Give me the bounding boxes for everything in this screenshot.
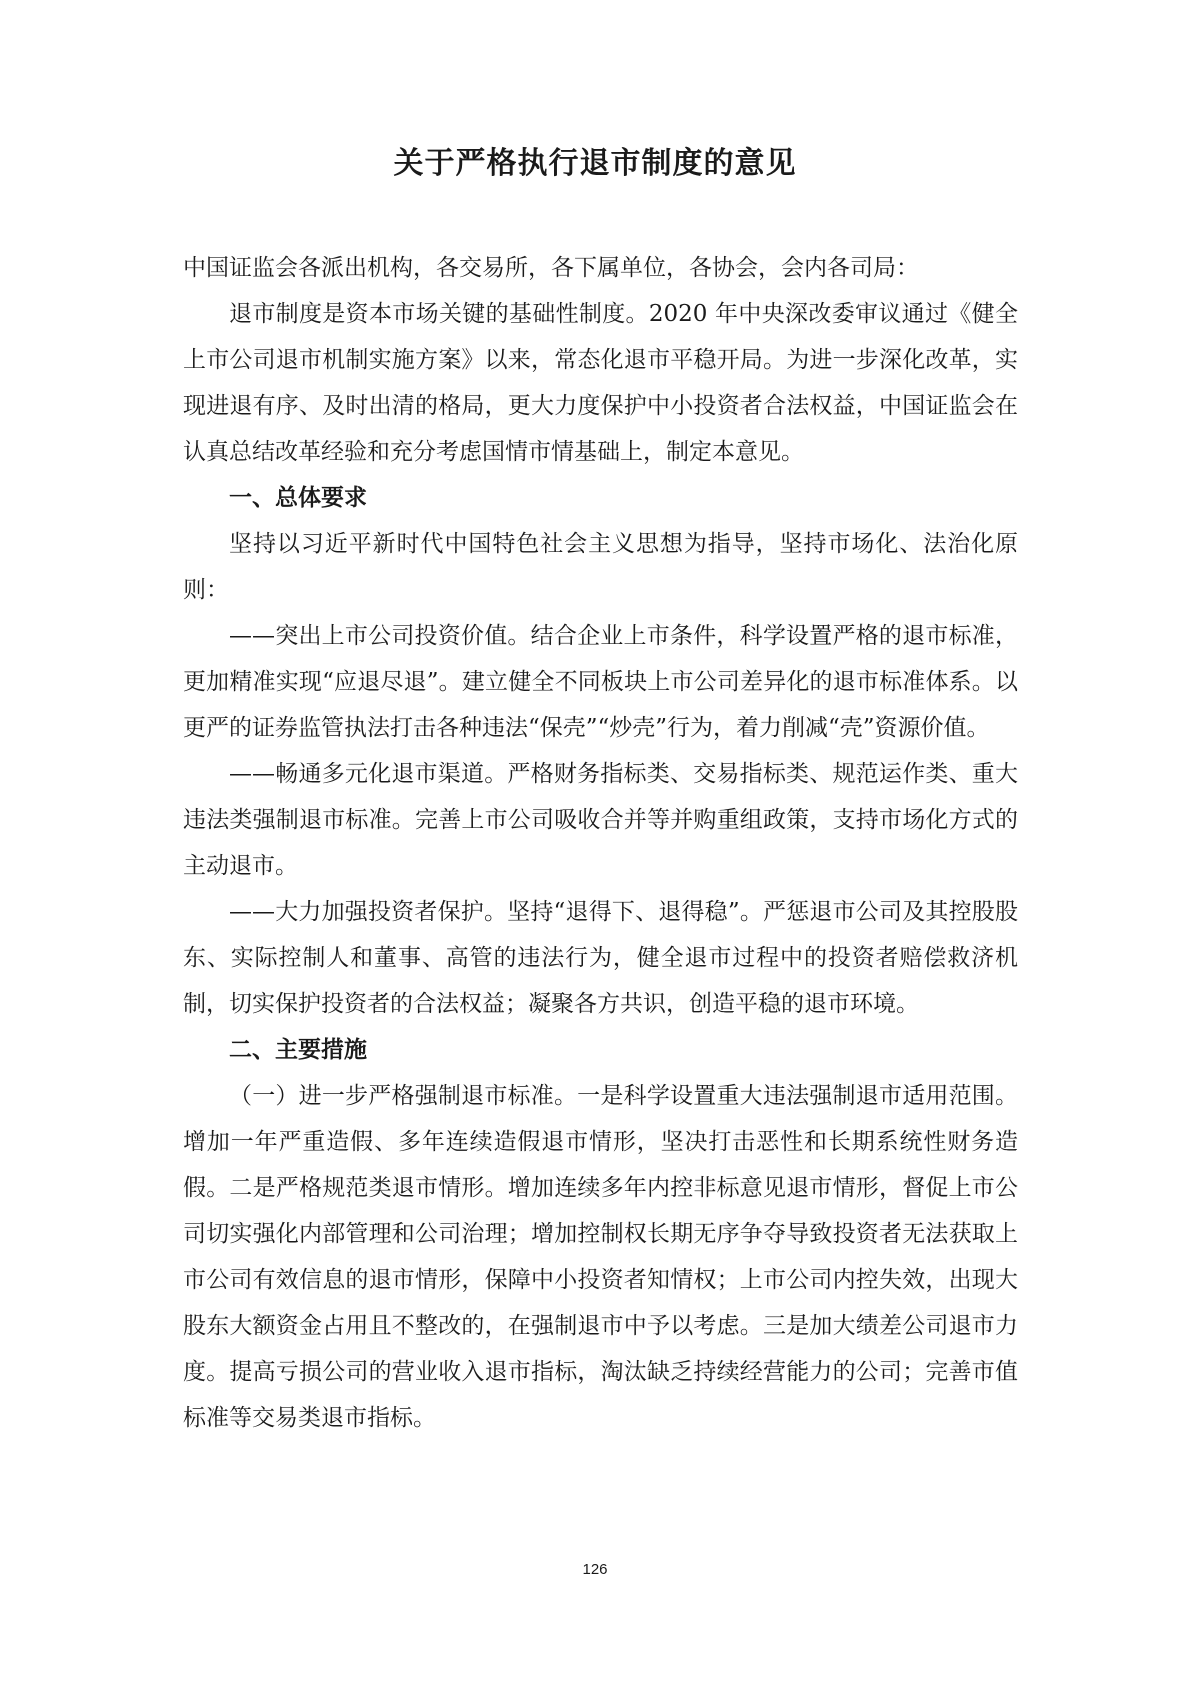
- section1-point-investment-value: ——突出上市公司投资价值。结合企业上市条件，科学设置严格的退市标准，更加精准实现“应退尽退”。建立健全不同板块上市公司差异化的退市标准体系。以更严的证券监管执法打击各种违法“保壳”“炒壳”行为，着力削减“壳”资源价值。: [183, 623, 1018, 741]
- section2-paragraph-strict-delisting-standards: （一）进一步严格强制退市标准。一是科学设置重大违法强制退市适用范围。增加一年严重造假、多年连续造假退市情形，坚决打击恶性和长期系统性财务造假。二是严格规范类退市情形。增加连续多年内控非标意见退市情形，督促上市公司切实强化内部管理和公司治理；增加控制权长期无序争夺导致投资者无法获取上市公司有效信息的退市情形，保障中小投资者知情权；上市公司内控失效，出现大股东大额资金占用且不整改的，在强制退市中予以考虑。三是加大绩差公司退市力度。提高亏损公司的营业收入退市指标，淘汰缺乏持续经营能力的公司；完善市值标准等交易类退市指标。: [183, 1083, 1018, 1431]
- section-heading-general-requirements: 一、总体要求: [229, 484, 367, 511]
- section1-lead-paragraph: 坚持以习近平新时代中国特色社会主义思想为指导，坚持市场化、法治化原则：: [183, 531, 1018, 603]
- section1-point-investor-protection: ——大力加强投资者保护。坚持“退得下、退得稳”。严惩退市公司及其控股股东、实际控制人和董事、高管的违法行为，健全退市过程中的投资者赔偿救济机制，切实保护投资者的合法权益；凝聚各方共识，创造平稳的退市环境。: [183, 899, 1018, 1017]
- salutation: 中国证监会各派出机构，各交易所，各下属单位，各协会，会内各司局：: [183, 255, 919, 281]
- document-body: [183, 245, 1018, 1441]
- intro-paragraph: 退市制度是资本市场关键的基础性制度。2020 年中央深改委审议通过《健全上市公司退市机制实施方案》以来，常态化退市平稳开局。为进一步深化改革，实现进退有序、及时出清的格局，更大力度保护中小投资者合法权益，中国证监会在认真总结改革经验和充分考虑国情市情基础上，制定本意见。: [183, 301, 1018, 465]
- document-title: 关于严格执行退市制度的意见: [393, 146, 797, 181]
- section1-point-delisting-channels: ——畅通多元化退市渠道。严格财务指标类、交易指标类、规范运作类、重大违法类强制退市标准。完善上市公司吸收合并等并购重组政策，支持市场化方式的主动退市。: [183, 761, 1018, 879]
- page-number: 126: [582, 1561, 608, 1578]
- section-heading-main-measures: 二、主要措施: [229, 1036, 367, 1063]
